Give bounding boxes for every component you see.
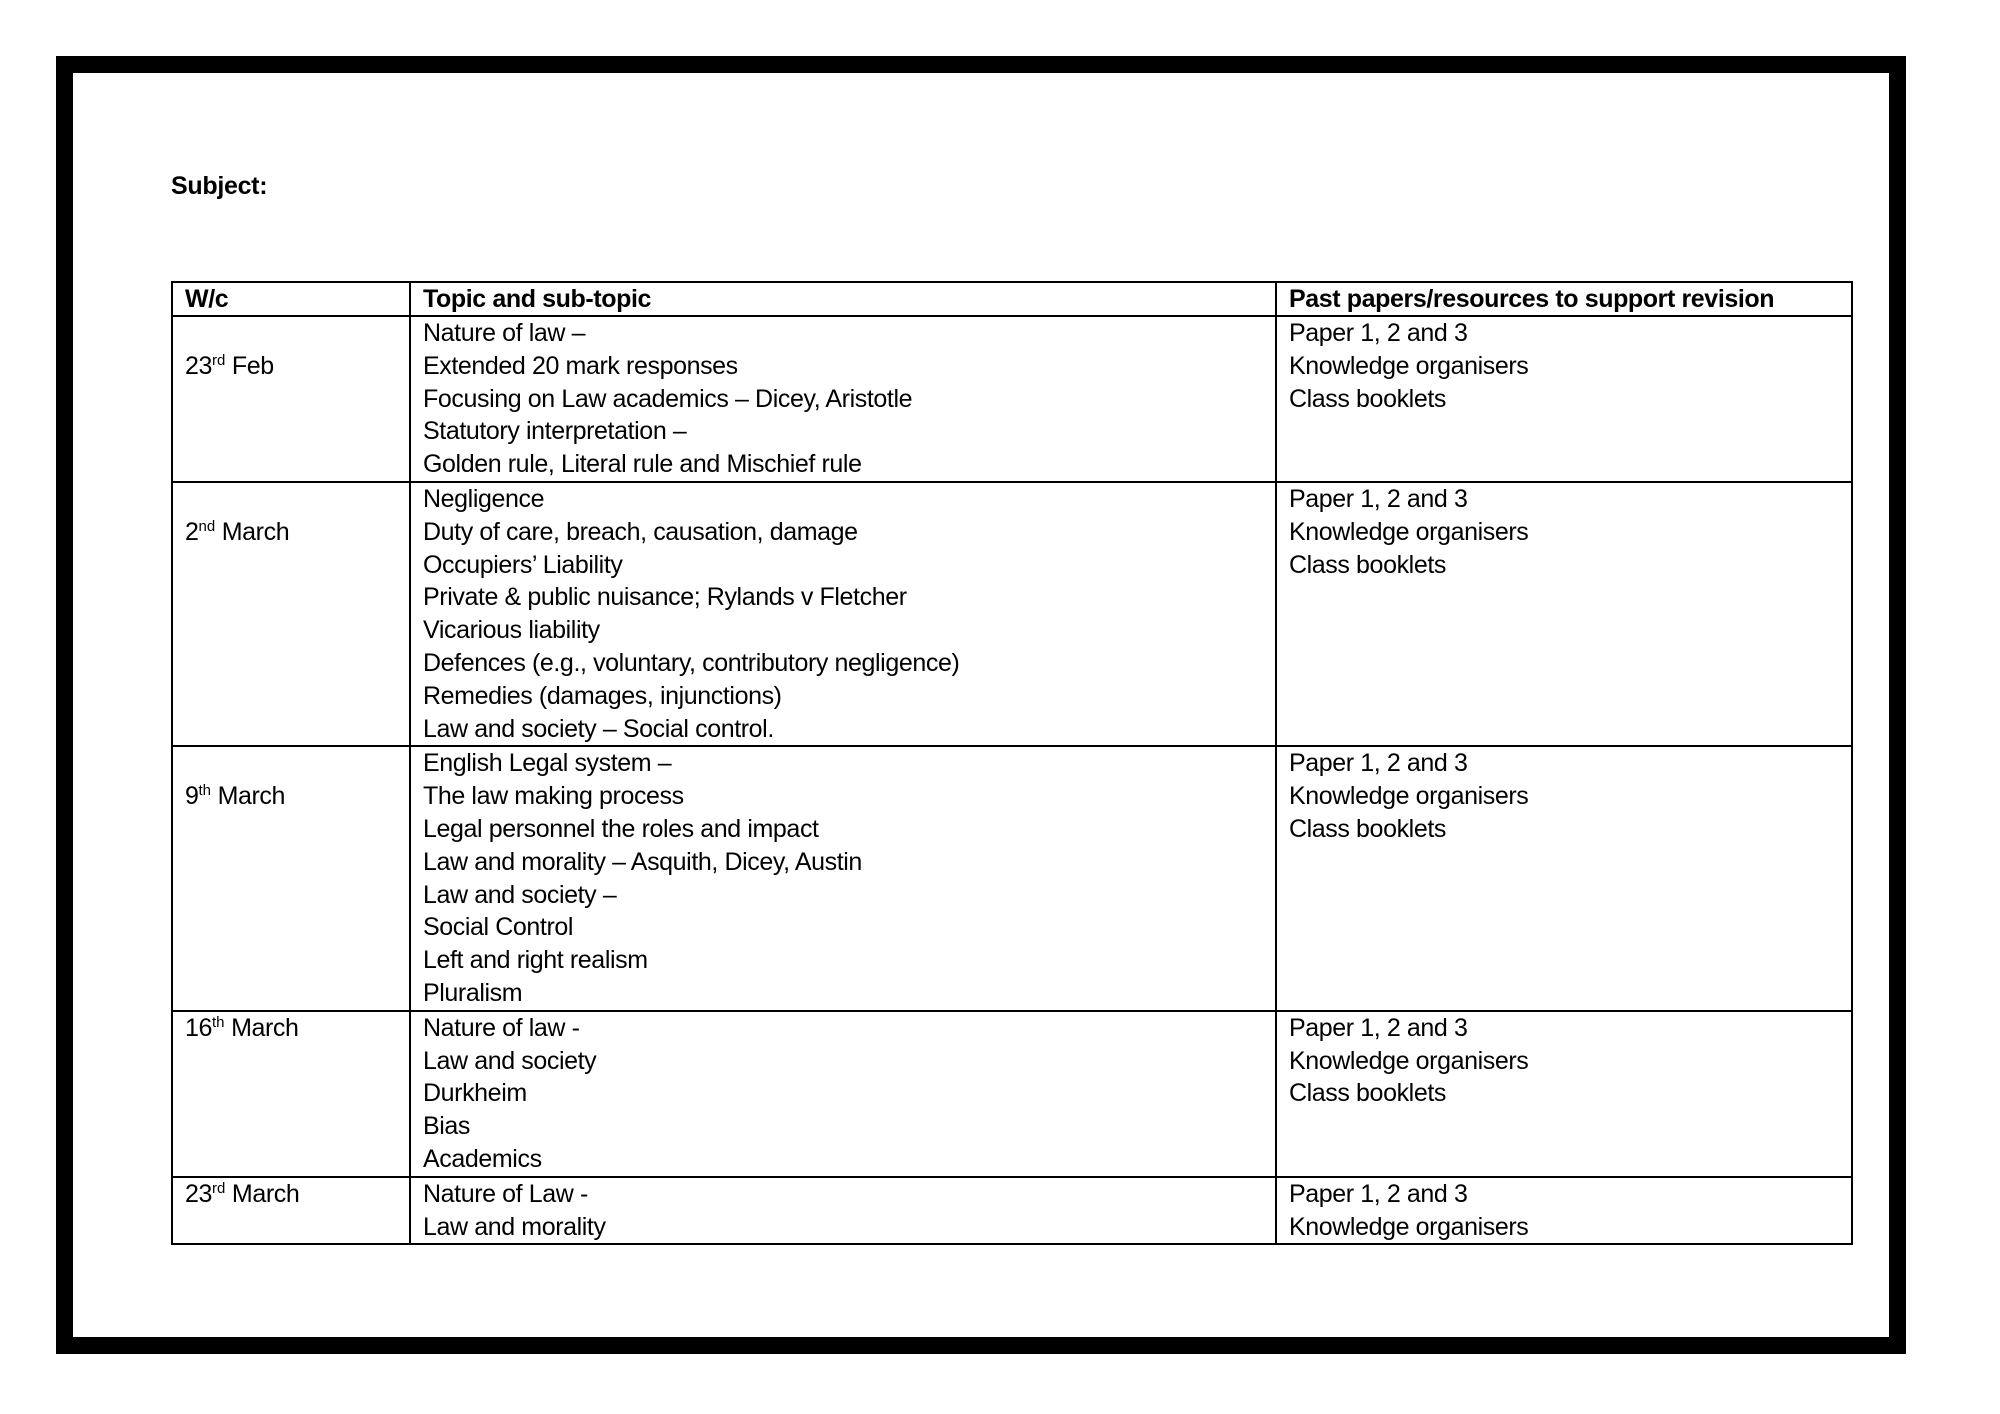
week-cell	[172, 316, 410, 482]
topic-line: Law and morality – Asquith, Dicey, Austin	[423, 847, 862, 876]
topic-cell	[410, 482, 1276, 746]
resource-line: Class booklets	[1289, 550, 1446, 579]
resource-line: Knowledge organisers	[1289, 517, 1529, 546]
week-date: 16th March	[185, 1013, 299, 1042]
table-row	[172, 482, 1852, 746]
topic-line: Focusing on Law academics – Dicey, Aristotle	[423, 384, 913, 413]
week-date: 23rd Feb	[185, 351, 274, 380]
week-date: 2nd March	[185, 517, 290, 546]
resources-cell	[1276, 482, 1852, 746]
topic-line: Negligence	[423, 484, 545, 513]
resource-line: Paper 1, 2 and 3	[1289, 1013, 1468, 1042]
topic-line: The law making process	[423, 782, 684, 811]
resource-line: Class booklets	[1289, 814, 1446, 843]
resource-line: Paper 1, 2 and 3	[1289, 484, 1468, 513]
resources-cell	[1276, 746, 1852, 1010]
topic-line: English Legal system –	[423, 749, 672, 778]
topic-line: Occupiers’ Liability	[423, 550, 623, 579]
resource-line: Paper 1, 2 and 3	[1289, 749, 1468, 778]
topic-line: Nature of Law -	[423, 1179, 588, 1208]
table-row	[172, 1177, 1852, 1245]
topic-line: Social Control	[423, 913, 574, 942]
topic-line: Academics	[423, 1144, 542, 1173]
table-row	[172, 316, 1852, 482]
topic-line: Law and morality	[423, 1212, 606, 1241]
table-row	[172, 746, 1852, 1010]
topic-line: Golden rule, Literal rule and Mischief rule	[423, 450, 862, 479]
header-week-commencing: W/c	[172, 282, 410, 316]
topic-line: Vicarious liability	[423, 616, 600, 645]
week-cell	[172, 1177, 410, 1245]
resource-line: Knowledge organisers	[1289, 351, 1529, 380]
table-row	[172, 1011, 1852, 1177]
topic-line: Nature of law -	[423, 1013, 580, 1042]
resource-line: Paper 1, 2 and 3	[1289, 319, 1468, 347]
topic-line: Defences (e.g., voluntary, contributory negligence)	[423, 648, 960, 677]
topic-line: Bias	[423, 1112, 471, 1141]
header-topic: Topic and sub-topic	[410, 282, 1276, 316]
topic-line: Remedies (damages, injunctions)	[423, 681, 782, 710]
table-header-row	[172, 282, 1852, 316]
week-cell	[172, 482, 410, 746]
topic-cell	[410, 1177, 1276, 1245]
topic-line: Law and society – Social control.	[423, 714, 774, 743]
topic-line: Extended 20 mark responses	[423, 351, 738, 380]
revision-schedule-table	[171, 281, 1853, 1245]
week-date: 23rd March	[185, 1179, 300, 1208]
topic-line: Duty of care, breach, causation, damage	[423, 517, 858, 546]
topic-line: Left and right realism	[423, 946, 648, 975]
resources-cell	[1276, 1011, 1852, 1177]
resource-line: Knowledge organisers	[1289, 782, 1529, 811]
topic-line: Law and society –	[423, 880, 617, 909]
topic-cell	[410, 316, 1276, 482]
resources-cell	[1276, 1177, 1852, 1245]
topic-line: Durkheim	[423, 1079, 527, 1108]
week-cell	[172, 1011, 410, 1177]
topic-line: Nature of law –	[423, 319, 586, 347]
topic-line: Legal personnel the roles and impact	[423, 814, 819, 843]
resource-line: Knowledge organisers	[1289, 1212, 1529, 1241]
subject-label: Subject:	[171, 172, 268, 200]
header-resources: Past papers/resources to support revision	[1276, 282, 1852, 316]
resources-cell	[1276, 316, 1852, 482]
topic-line: Private & public nuisance; Rylands v Fletcher	[423, 583, 907, 612]
topic-line: Statutory interpretation –	[423, 417, 687, 446]
topic-cell	[410, 1011, 1276, 1177]
topic-line: Law and society	[423, 1046, 597, 1075]
resource-line: Knowledge organisers	[1289, 1046, 1529, 1075]
resource-line: Class booklets	[1289, 384, 1446, 413]
week-cell	[172, 746, 410, 1010]
resource-line: Class booklets	[1289, 1079, 1446, 1108]
topic-cell	[410, 746, 1276, 1010]
resource-line: Paper 1, 2 and 3	[1289, 1179, 1468, 1208]
week-date: 9th March	[185, 782, 286, 811]
topic-line: Pluralism	[423, 978, 523, 1007]
